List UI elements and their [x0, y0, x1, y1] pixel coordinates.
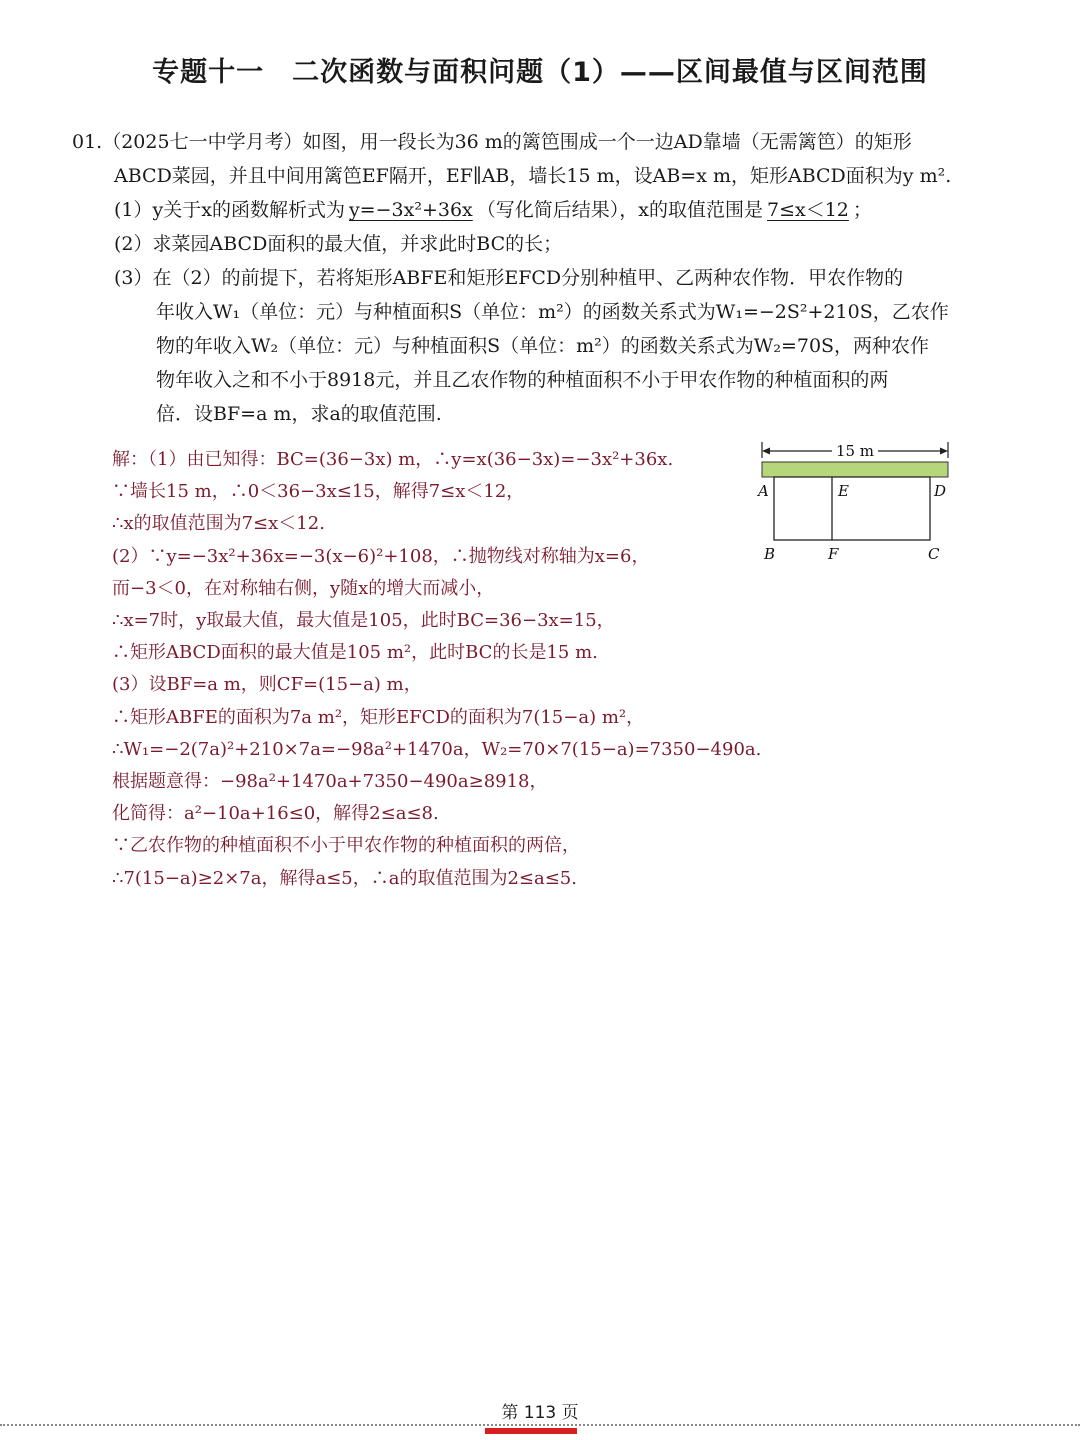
label-d: D	[934, 482, 947, 500]
garden-diagram	[752, 438, 962, 573]
part1-middle: （写化简后结果），x的取值范围是	[476, 199, 763, 221]
solution-line: 解：（1）由已知得：BC=(36−3x) m，∴y=x(36−3x)=−3x²+36x.	[112, 449, 674, 470]
arrow-left-icon	[762, 448, 770, 455]
label-f: F	[828, 545, 839, 563]
solution-line: 而−3＜0，在对称轴右侧，y随x的增大而减小，	[112, 577, 495, 599]
question-line: 01.（2025七一中学月考）如图，用一段长为36 m的篱笆围成一个一边AD靠墙（无需篱笆）的矩形	[72, 131, 912, 153]
solution-line: ∴矩形ABFE的面积为7a m²，矩形EFCD的面积为7(15−a) m²，	[112, 706, 645, 728]
label-c: C	[928, 545, 940, 563]
solution-line: (3）设BF=a m，则CF=(15−a) m，	[112, 674, 422, 696]
question-part3: (3）在（2）的前提下，若将矩形ABFE和矩形EFCD分别种植甲、乙两种农作物．甲农作物的	[114, 267, 904, 289]
question-line: 倍．设BF=a m，求a的取值范围.	[156, 403, 442, 425]
question-block	[72, 125, 992, 431]
question-line: 年收入W₁（单位：元）与种植面积S（单位：m²）的函数关系式为W₁=−2S²+210S，乙农作	[156, 301, 949, 323]
solution-line: ∴7(15−a)≥2×7a，解得a≤5，∴a的取值范围为2≤a≤5.	[112, 867, 577, 889]
page-title: 专题十一 二次函数与面积问题（1）——区间最值与区间范围	[152, 57, 928, 88]
part1-prefix: (1）y关于x的函数解析式为	[114, 199, 345, 221]
question-line: 物的年收入W₂（单位：元）与种植面积S（单位：m²）的函数关系式为W₂=70S，两种农作	[156, 335, 930, 357]
part1-answer-function: y=−3x²+36x	[348, 199, 473, 221]
dimension-label: 15 m	[835, 442, 875, 460]
solution-line: ∵乙农作物的种植面积不小于甲农作物的种植面积的两倍，	[112, 835, 580, 857]
solution-line: ∵墙长15 m，∴0＜36−3x≤15，解得7≤x＜12，	[112, 481, 525, 503]
solution-line: 根据题意得：−98a²+1470a+7350−490a≥8918，	[112, 771, 548, 793]
garden-rectangle	[774, 477, 930, 540]
label-e: E	[838, 482, 849, 500]
wall	[762, 462, 948, 477]
solution-line: (2）∵y=−3x²+36x=−3(x−6)²+108，∴抛物线对称轴为x=6，	[112, 545, 650, 567]
footer-accent-bar	[485, 1428, 577, 1434]
part1-suffix: ；	[852, 199, 872, 221]
solution-line: ∴x=7时，y取最大值，最大值是105，此时BC=36−3x=15，	[112, 610, 615, 632]
solution-line: 化简得：a²−10a+16≤0，解得2≤a≤8.	[112, 803, 439, 825]
footer-divider	[0, 1424, 1080, 1426]
label-a: A	[758, 482, 769, 500]
arrow-right-icon	[940, 448, 948, 455]
question-part2: (2）求菜园ABCD面积的最大值，并求此时BC的长；	[114, 233, 563, 255]
solution-block	[112, 444, 762, 895]
question-part1	[72, 193, 992, 227]
solution-line: ∴矩形ABCD面积的最大值是105 m²，此时BC的长是15 m.	[112, 642, 598, 664]
solution-line: ∴W₁=−2(7a)²+210×7a=−98a²+1470a，W₂=70×7(15−a)=7350−490a.	[112, 738, 762, 760]
solution-line: ∴x的取值范围为7≤x＜12.	[112, 513, 325, 535]
page-number: 第 113 页	[501, 1403, 579, 1423]
part1-answer-range: 7≤x＜12	[766, 199, 849, 221]
question-line: 物年收入之和不小于8918元，并且乙农作物的种植面积不小于甲农作物的种植面积的两	[156, 369, 889, 391]
question-line: ABCD菜园，并且中间用篱笆EF隔开，EF∥AB，墙长15 m，设AB=x m，矩形ABCD面积为y m².	[114, 165, 952, 187]
label-b: B	[764, 545, 776, 563]
